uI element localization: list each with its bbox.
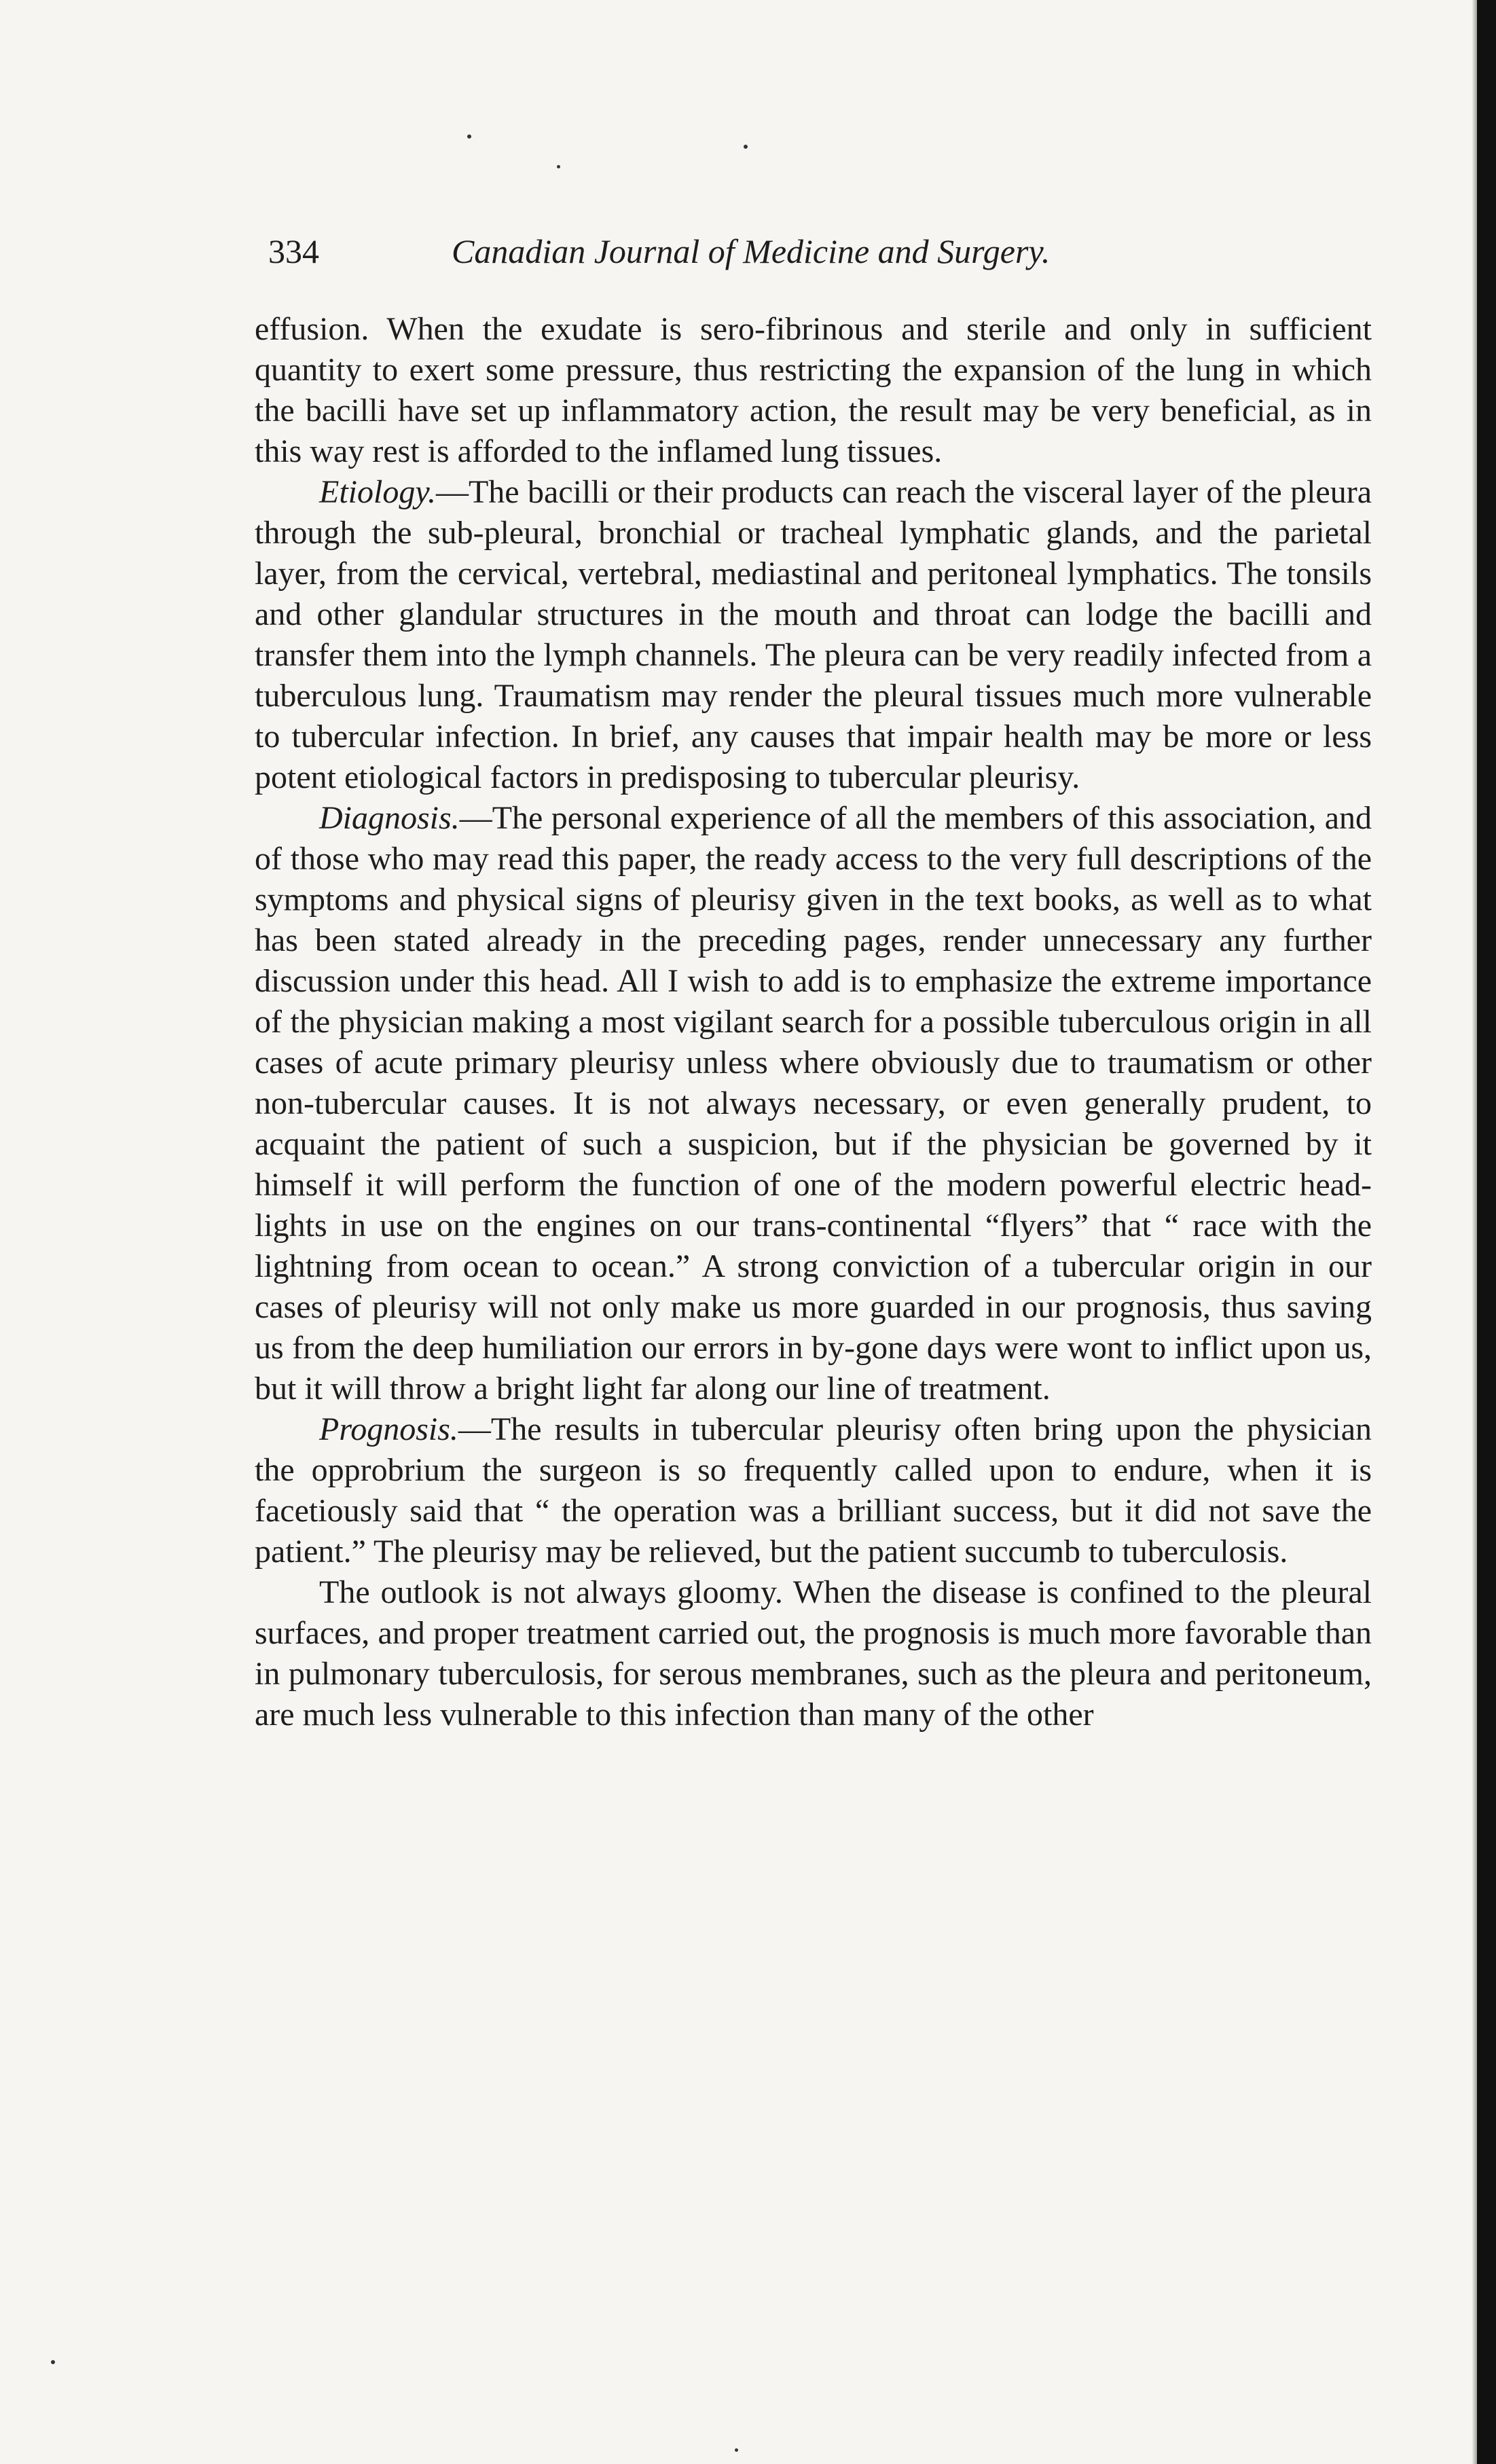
paragraph-text: effusion. When the exudate is sero-fibrinous and sterile and only in sufficient quantity to exert some pressure, thus restricting the expansion of the lung in which the bacilli have set up inflammatory action, the result may be very beneficial, as in this way rest is afforded to the inflamed lung tissues.: [255, 311, 1372, 469]
paragraph-text: —The bacilli or their products can reach the visceral layer of the pleura through the sub-pleural, bronchial or tracheal lymphatic glands, and the parietal layer, from the cervical, vertebral, mediastinal and peritoneal lymphatics. The tonsils and other glandular structures in the mouth and throat can lodge the bacilli and transfer them into the lymph channels. The pleura can be very readily infected from a tuberculous lung. Traumatism may render the pleural tissues much more vulnerable to tubercular infection. In brief, any causes that impair health may be more or less potent etiological factors in predisposing to tubercular pleurisy.: [255, 474, 1372, 795]
paragraph-prognosis: [255, 1409, 1372, 1572]
paragraph-diagnosis: [255, 798, 1372, 1409]
scan-speck: [557, 165, 560, 168]
binding-edge: [1477, 0, 1496, 2464]
section-heading-diagnosis: Diagnosis.: [319, 800, 460, 836]
binding-shadow: [1472, 0, 1477, 2464]
scan-speck: [744, 145, 748, 149]
section-heading-prognosis: Prognosis.: [319, 1411, 458, 1447]
paragraph-text: The outlook is not always gloomy. When the disease is confined to the pleural surfaces, and proper treatment carried out, the prognosis is much more favorable than in pulmonary tuberculosis, for serous membranes, such as the pleura and peritoneum, are much less vulnerable to this infection than many of the other: [255, 1574, 1372, 1733]
paragraph-etiology: [255, 472, 1372, 798]
running-header: [268, 224, 1368, 278]
page-number: 334: [268, 232, 319, 270]
paragraph-text: —The results in tubercular pleurisy often bring upon the physician the opprobrium the surgeon is so frequently called upon to endure, when it is facetiously said that “ the operation was a brilliant success, but it did not save the patient.” The pleurisy may be relieved, but the patient succumb to tuberculosis.: [255, 1411, 1372, 1570]
scan-speck: [51, 2360, 55, 2364]
paragraph-effusion: [255, 309, 1372, 472]
paragraph-outlook: [255, 1572, 1372, 1735]
section-heading-etiology: Etiology.: [319, 474, 436, 510]
paragraph-text: —The personal experience of all the members of this association, and of those who may read this paper, the ready access to the very full descriptions of the symptoms and physical signs of pleurisy given in the text books, as well as to what has been stated already in the preceding pages, render unnecessary any further discussion under this head. All I wish to add is to emphasize the extreme importance of the physician making a most vigilant search for a possible tuberculous origin in all cases of acute primary pleurisy unless where obviously due to traumatism or other non-tubercular causes. It is not always necessary, or even generally prudent, to acquaint the patient of such a suspicion, but if the physician be governed by it himself it will perform the function of one of the modern powerful electric head-lights in use on the engines on our trans-continental “flyers” that “ race with the lightning from ocean to ocean.” A strong conviction of a tubercular origin in our cases of pleurisy will not only make us more guarded in our prognosis, thus saving us from the deep humiliation our errors in by-gone days were wont to inflict upon us, but it will throw a bright light far along our line of treatment.: [255, 800, 1372, 1407]
article-body: [255, 309, 1372, 1735]
journal-title: Canadian Journal of Medicine and Surgery.: [452, 232, 1051, 270]
scan-speck: [735, 2448, 738, 2452]
scan-speck: [467, 134, 471, 139]
